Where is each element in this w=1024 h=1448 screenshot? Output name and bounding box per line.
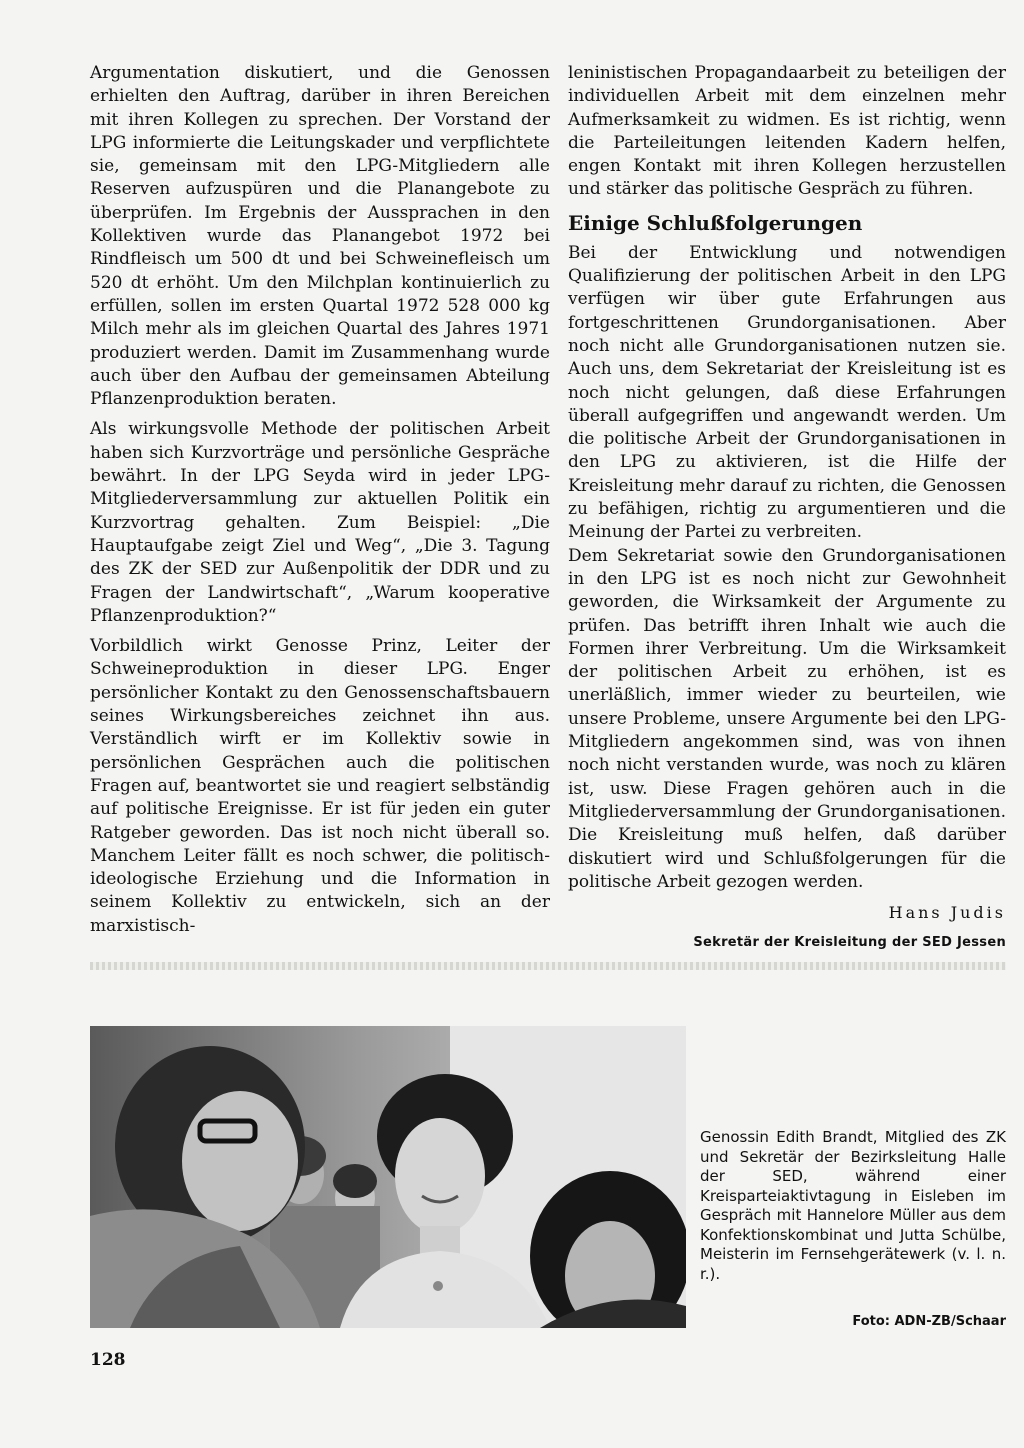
- page-number: 128: [90, 1350, 126, 1370]
- author-role: Sekretär der Kreisleitung der SED Jessen: [693, 935, 1006, 951]
- right-paragraph-1: Bei der Entwicklung und notwendigen Qualifizierung der politischen Arbeit in den LPG verfügen wir über gute Erfahrungen aus fortgeschrittenen Grundorganisationen. Aber noch nicht alle Grundorganisationen nutzen sie. Auch uns, dem Sekretariat der Kreisleitung ist es noch nicht gelungen, daß diese Erfahrungen überall aufgegriffen und angewandt werden. Um die politische Arbeit der Grundorganisationen in den LPG zu aktivieren, ist die Hilfe der Kreisleitung mehr darauf zu richten, die Genossen zu befähigen, richtig zu argumentieren und die Meinung der Partei zu verbreiten.: [568, 242, 1006, 543]
- photo-illustration: [90, 1026, 686, 1328]
- photo-caption: Genossin Edith Brandt, Mitglied des ZK und Sekretär der Bezirksleitung Halle der SED, während einer Kreisparteiaktivtagung in Eisleben im Gespräch mit Hannelore Müller aus dem Konfektionskombinat und Jutta Schülbe, Meisterin im Fernsehgerätewerk (v. l. n. r.).: [700, 1128, 1006, 1283]
- section-heading: Einige Schlußfolgerungen: [568, 210, 863, 235]
- right-column: [568, 62, 1006, 962]
- left-paragraph-2: Als wirkungsvolle Methode der politischen Arbeit haben sich Kurzvorträge und persönliche Gespräche bewährt. In der LPG Seyda wird in jeder LPG-Mitgliederversammlung zur aktuellen Politik ein Kurzvortrag gehalten. Zum Beispiel: „Die Hauptaufgabe zeigt Ziel und Weg“, „Die 3. Tagung des ZK der SED zur Außenpolitik der DDR und zu Fragen der Landwirtschaft“, „Warum kooperative Pflanzenproduktion?“: [90, 419, 550, 626]
- left-paragraph-3: Vorbildlich wirkt Genosse Prinz, Leiter der Schweineproduktion in dieser LPG. Enger persönlicher Kontakt zu den Genossenschaftsbauern seines Wirkungsbereiches zeichnet ihn aus. Verständlich wirft er im Kollektiv sowie in persönlichen Gesprächen auch die politischen Fragen auf, beantwortet sie und reagiert selbständig auf politische Ereignisse. Er ist für jeden ein guter Ratgeber geworden. Das ist noch nicht überall so. Manchem Leiter fällt es noch schwer, die politisch-ideologische Erziehung und die Information in seinem Kollektiv zu entwickeln, sich an der marxistisch-: [90, 636, 550, 936]
- left-column: [90, 62, 550, 945]
- left-paragraph-1: Argumentation diskutiert, und die Genossen erhielten den Auftrag, darüber in ihren Bereichen mit ihren Kollegen zu sprechen. Der Vorstand der LPG informierte die Leitungskader und verpflichtete sie, gemeinsam mit den LPG-Mitgliedern alle Reserven aufzuspüren und die Planangebote zu überprüfen. Im Ergebnis der Aussprachen in den Kollektiven wurde das Planangebot 1972 bei Rindfleisch um 500 dt und bei Schweinefleisch um 520 dt erhöht. Um den Milchplan kontinuierlich zu erfüllen, sollen im ersten Quartal 1972 528 000 kg Milch mehr als im gleichen Quartal des Jahres 1971 produziert werden. Damit im Zusammenhang wurde auch über den Aufbau der gemeinsamen Abteilung Pflanzenproduktion beraten.: [90, 63, 550, 410]
- photo-credit: Foto: ADN-ZB/Schaar: [852, 1314, 1006, 1329]
- news-photo: [90, 1026, 686, 1328]
- author-name: Hans Judis: [888, 903, 1006, 923]
- right-paragraph-2: Dem Sekretariat sowie den Grundorganisationen in den LPG ist es noch nicht zur Gewohnheit geworden, die Wirksamkeit der Argumente zu prüfen. Das betrifft ihren Inhalt wie auch die Formen ihrer Verbreitung. Um die Wirksamkeit der politischen Arbeit zu erhöhen, ist es unerläßlich, immer wieder zu beurteilen, wie unsere Probleme, unsere Argumente bei den LPG-Mitgliedern angekommen sind, was von ihnen noch nicht verstanden wurde, was noch zu klären ist, usw. Diese Fragen gehören auch in die Mitgliederversammlung der Grundorganisationen. Die Kreisleitung muß helfen, daß darüber diskutiert wird und Schlußfolgerungen für die politische Arbeit gezogen werden.: [568, 545, 1006, 892]
- right-intro-paragraph: leninistischen Propagandaarbeit zu beteiligen der individuellen Arbeit mit dem einzelnen mehr Aufmerksamkeit zu widmen. Es ist richtig, wenn die Parteileitungen leitenden Kadern helfen, engen Kontakt mit ihren Kollegen herzustellen und stärker das politische Gespräch zu führen.: [568, 63, 1006, 200]
- section-divider: [90, 962, 1006, 970]
